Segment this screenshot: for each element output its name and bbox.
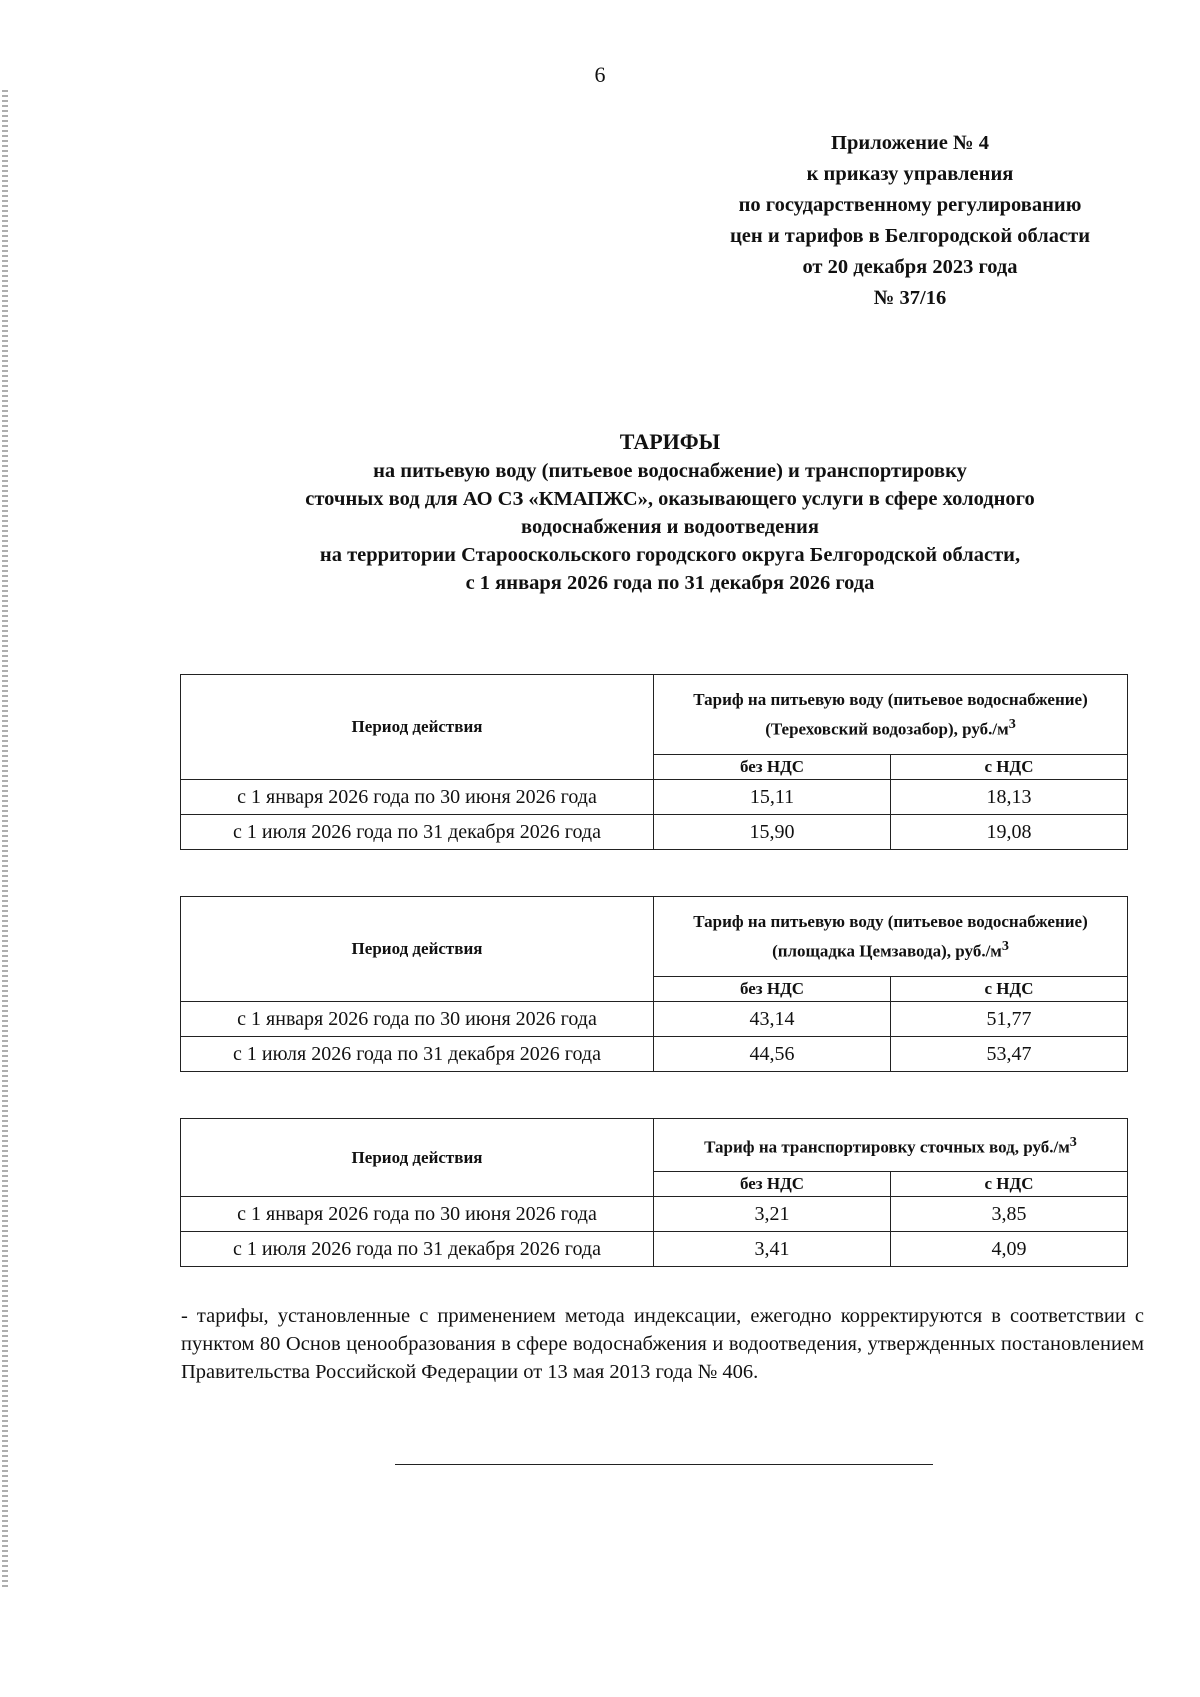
col-header-without-vat: без НДС (654, 977, 891, 1002)
appendix-line: № 37/16 (873, 287, 947, 309)
title-line: сточных вод для АО СЗ «КМАПЖС», оказывающего услуги в сфере холодного (305, 488, 1035, 510)
unit-superscript: 3 (1001, 937, 1009, 954)
period-cell: с 1 июля 2026 года по 31 декабря 2026 года (181, 815, 654, 850)
appendix-line: Приложение № 4 (831, 132, 989, 154)
value-without-vat: 44,56 (654, 1037, 891, 1072)
title-line: на питьевую воду (питьевое водоснабжение) и транспортировку (373, 460, 967, 482)
unit-superscript: 3 (1008, 715, 1016, 732)
tariff-header (654, 675, 1128, 755)
tariff-header-text: Тариф на питьевую воду (питьевое водоснабжение) (Тереховский водозабор), руб./м (693, 689, 1088, 739)
unit-superscript: 3 (1069, 1134, 1077, 1151)
scan-edge-artifact (2, 90, 8, 1590)
value-without-vat: 3,21 (654, 1197, 891, 1232)
appendix-line: цен и тарифов в Белгородской области (729, 225, 1091, 247)
period-header: Период действия (181, 1119, 654, 1197)
value-with-vat: 51,77 (891, 1002, 1128, 1037)
value-with-vat: 3,85 (891, 1197, 1128, 1232)
col-header-with-vat: с НДС (891, 1172, 1128, 1197)
value-without-vat: 3,41 (654, 1232, 891, 1267)
table-row (181, 780, 1128, 815)
period-cell: с 1 января 2026 года по 30 июня 2026 года (181, 780, 654, 815)
tariff-header-text: Тариф на транспортировку сточных вод, руб./м (704, 1137, 1070, 1157)
value-with-vat: 4,09 (891, 1232, 1128, 1267)
appendix-block (610, 128, 1200, 314)
appendix-line: к приказу управления (806, 163, 1014, 185)
table-row (181, 1002, 1128, 1037)
tariff-header (654, 897, 1128, 977)
col-header-without-vat: без НДС (654, 1172, 891, 1197)
value-without-vat: 15,11 (654, 780, 891, 815)
period-cell: с 1 января 2026 года по 30 июня 2026 года (181, 1197, 654, 1232)
value-without-vat: 43,14 (654, 1002, 891, 1037)
value-without-vat: 15,90 (654, 815, 891, 850)
value-with-vat: 53,47 (891, 1037, 1128, 1072)
col-header-without-vat: без НДС (654, 755, 891, 780)
period-header: Период действия (181, 675, 654, 780)
title-line: с 1 января 2026 года по 31 декабря 2026 года (465, 572, 875, 594)
title-line: на территории Старооскольского городского округа Белгородской области, (319, 544, 1021, 566)
period-cell: с 1 января 2026 года по 30 июня 2026 года (181, 1002, 654, 1037)
table-row (181, 1197, 1128, 1232)
tariff-table-cement-plant (180, 896, 1128, 1072)
indexation-note: - тарифы, установленные с применением метода индексации, ежегодно корректируются в соответствии с пунктом 80 Основ ценообразования в сфере водоснабжения и водоотведения, утвержденных постановлением Правительства Российской Федерации от 13 мая 2013 года № 406. (181, 1305, 1144, 1383)
col-header-with-vat: с НДС (891, 977, 1128, 1002)
table-row (181, 1037, 1128, 1072)
appendix-line: по государственному регулированию (738, 194, 1082, 216)
col-header-with-vat: с НДС (891, 755, 1128, 780)
period-cell: с 1 июля 2026 года по 31 декабря 2026 года (181, 1037, 654, 1072)
value-with-vat: 18,13 (891, 780, 1128, 815)
title-line: водоснабжения и водоотведения (521, 516, 819, 538)
period-cell: с 1 июля 2026 года по 31 декабря 2026 года (181, 1232, 654, 1267)
page-number: 6 (594, 62, 606, 87)
period-header: Период действия (181, 897, 654, 1002)
tariff-header (654, 1119, 1128, 1172)
document-title-block (120, 428, 1200, 597)
appendix-line: от 20 декабря 2023 года (802, 256, 1018, 278)
tariff-table-terekhovsky (180, 674, 1128, 850)
value-with-vat: 19,08 (891, 815, 1128, 850)
table-row (181, 1232, 1128, 1267)
tariff-table-wastewater (180, 1118, 1128, 1267)
document-title: ТАРИФЫ (619, 429, 721, 454)
closing-rule (395, 1464, 933, 1465)
table-row (181, 815, 1128, 850)
tariff-header-text: Тариф на питьевую воду (питьевое водоснабжение) (площадка Цемзавода), руб./м (693, 911, 1088, 961)
